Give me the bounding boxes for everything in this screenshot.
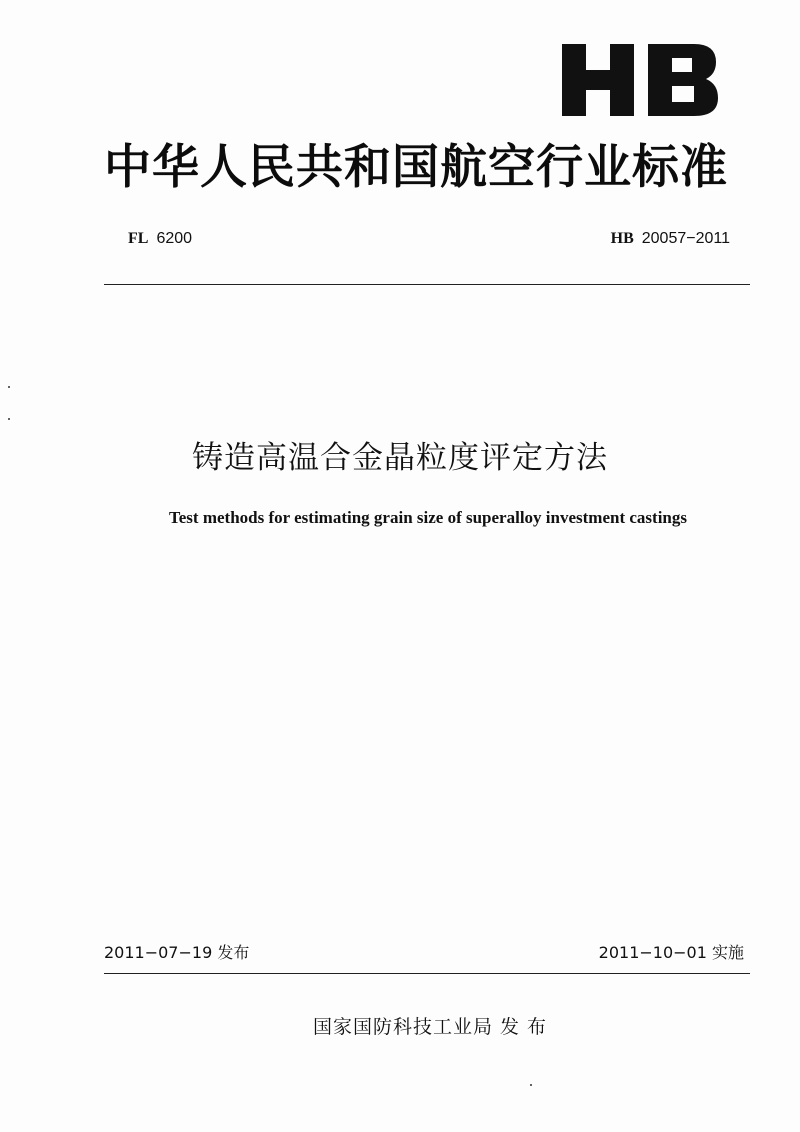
classification-label: FL <box>128 230 149 247</box>
scan-speck <box>8 386 10 388</box>
standard-value: 20057−2011 <box>641 230 730 247</box>
hb-logo <box>560 40 720 120</box>
document-title-english: Test methods for estimating grain size of superalloy investment castings <box>168 508 687 527</box>
classification-value: 6200 <box>156 230 193 247</box>
effective-date: 2011−10−01 实施 <box>598 943 744 962</box>
document-title-chinese: 铸造高温合金晶粒度评定方法 <box>192 440 608 476</box>
standard-label: HB <box>610 230 634 247</box>
issue-date: 2011−07−19 发布 <box>104 943 250 962</box>
header-divider <box>104 284 750 285</box>
scan-speck <box>8 418 10 420</box>
classification-code <box>128 228 192 248</box>
footer-divider <box>104 973 750 974</box>
organization-title: 中华人民共和国航空行业标准 <box>104 140 728 195</box>
standard-number <box>611 228 730 248</box>
scan-speck <box>530 1084 532 1086</box>
hb-logo-graphic <box>560 40 720 120</box>
publisher: 国家国防科技工业局 发 布 <box>312 1016 548 1038</box>
